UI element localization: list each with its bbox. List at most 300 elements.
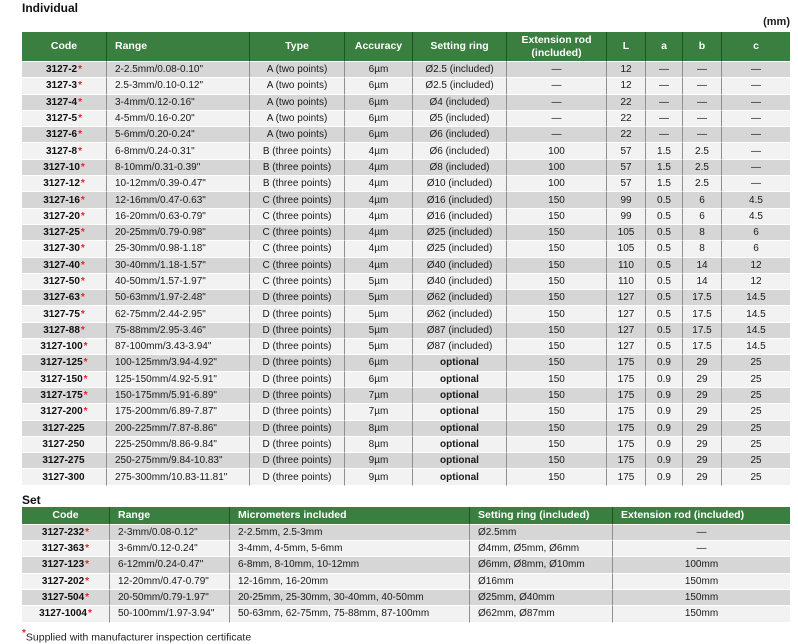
l-cell: 127 [607, 306, 646, 322]
c-cell: — [722, 143, 790, 159]
col-header-type: Type [250, 32, 345, 62]
certificate-asterisk: * [80, 161, 85, 173]
code-text: 3127-20 [43, 210, 80, 222]
accuracy-cell: 4µm [345, 258, 413, 274]
table-row [22, 290, 790, 306]
certificate-asterisk: * [83, 406, 88, 418]
setting-ring-cell: Ø25 (included) [413, 241, 507, 257]
table-row [22, 143, 790, 159]
a-cell: 0.5 [646, 339, 683, 355]
extension-rod-cell: 150 [507, 339, 607, 355]
a-cell: 1.5 [646, 176, 683, 192]
code-text: 3127-10 [43, 161, 80, 173]
b-cell: 17.5 [683, 306, 722, 322]
certificate-asterisk: * [85, 526, 90, 538]
setting-ring-cell: Ø25 (included) [413, 225, 507, 241]
micrometers-cell: 12-16mm, 16-20mm [230, 574, 470, 590]
l-cell: 110 [607, 258, 646, 274]
table-row [22, 421, 790, 437]
l-cell: 175 [607, 404, 646, 420]
c-cell: 25 [722, 388, 790, 404]
b-cell: — [683, 62, 722, 78]
table-row [22, 437, 790, 453]
setting-ring-cell: Ø62 (included) [413, 290, 507, 306]
table-row [22, 339, 790, 355]
l-cell: 175 [607, 437, 646, 453]
l-cell: 175 [607, 355, 646, 371]
accuracy-cell: 4µm [345, 209, 413, 225]
range-cell: 12-16mm/0.47-0.63" [107, 192, 250, 208]
table-row [22, 192, 790, 208]
table-row [22, 574, 790, 590]
code-cell [22, 372, 107, 388]
a-cell: — [646, 127, 683, 143]
c-cell: 25 [722, 421, 790, 437]
a-cell: 0.5 [646, 306, 683, 322]
code-text: 3127-275 [42, 455, 85, 467]
code-text: 3127-5 [45, 113, 78, 125]
l-cell: 57 [607, 143, 646, 159]
type-cell: D (three points) [250, 421, 345, 437]
col-header-b: b [683, 32, 722, 62]
c-cell: 25 [722, 355, 790, 371]
code-text: 3127-250 [42, 438, 85, 450]
type-cell: D (three points) [250, 290, 345, 306]
table-row [22, 241, 790, 257]
range-cell: 275-300mm/10.83-11.81" [107, 469, 250, 485]
extension-rod-cell: 150 [507, 372, 607, 388]
accuracy-cell: 4µm [345, 241, 413, 257]
type-cell: A (two points) [250, 62, 345, 78]
c-cell: 6 [722, 241, 790, 257]
extension-rod-cell: 150 [507, 241, 607, 257]
table-row [22, 95, 790, 111]
b-cell: 29 [683, 469, 722, 485]
type-cell: B (three points) [250, 143, 345, 159]
c-cell: 12 [722, 258, 790, 274]
code-cell [22, 241, 107, 257]
type-cell: D (three points) [250, 437, 345, 453]
extension-rod-cell: 150 [507, 453, 607, 469]
code-cell [22, 160, 107, 176]
b-cell: 29 [683, 404, 722, 420]
c-cell: 6 [722, 225, 790, 241]
accuracy-cell: 6µm [345, 111, 413, 127]
code-cell [22, 209, 107, 225]
setting-ring-cell: Ø2.5mm [470, 525, 613, 541]
range-cell: 87-100mm/3.43-3.94" [107, 339, 250, 355]
l-cell: 110 [607, 274, 646, 290]
range-cell: 4-5mm/0.16-0.20" [107, 111, 250, 127]
col-header-code: Code [22, 32, 107, 62]
individual-section-title: Individual [22, 1, 79, 15]
extension-rod-cell: — [507, 95, 607, 111]
b-cell: 17.5 [683, 339, 722, 355]
type-cell: D (three points) [250, 339, 345, 355]
b-cell: 8 [683, 241, 722, 257]
certificate-asterisk: * [80, 194, 85, 206]
range-cell: 10-12mm/0.39-0.47" [107, 176, 250, 192]
code-cell [22, 290, 107, 306]
table-row [22, 606, 790, 622]
code-cell [22, 339, 107, 355]
code-text: 3127-88 [43, 324, 80, 336]
setting-ring-cell: Ø87 (included) [413, 339, 507, 355]
range-cell: 100-125mm/3.94-4.92" [107, 355, 250, 371]
table-row [22, 372, 790, 388]
accuracy-cell: 4µm [345, 225, 413, 241]
code-text: 3127-4 [45, 96, 78, 108]
c-cell: 14.5 [722, 290, 790, 306]
extension-rod-cell: 150 [507, 421, 607, 437]
range-cell: 125-150mm/4.92-5.91" [107, 372, 250, 388]
c-cell: 25 [722, 404, 790, 420]
accuracy-cell: 6µm [345, 78, 413, 94]
code-text: 3127-25 [43, 227, 80, 239]
certificate-asterisk: * [78, 80, 83, 92]
b-cell: — [683, 95, 722, 111]
range-cell: 6-8mm/0.24-0.31" [107, 143, 250, 159]
a-cell: 0.9 [646, 355, 683, 371]
code-cell [22, 388, 107, 404]
b-cell: 6 [683, 209, 722, 225]
range-cell: 50-100mm/1.97-3.94" [110, 606, 230, 622]
range-cell: 200-225mm/7.87-8.86" [107, 421, 250, 437]
l-cell: 175 [607, 453, 646, 469]
a-cell: 0.9 [646, 453, 683, 469]
set-section-title: Set [22, 492, 41, 507]
accuracy-cell: 6µm [345, 127, 413, 143]
certificate-asterisk: * [78, 96, 83, 108]
setting-ring-cell: Ø25mm, Ø40mm [470, 590, 613, 606]
b-cell: 2.5 [683, 160, 722, 176]
c-cell: 4.5 [722, 209, 790, 225]
code-cell [22, 258, 107, 274]
accuracy-cell: 6µm [345, 355, 413, 371]
a-cell: 0.5 [646, 258, 683, 274]
l-cell: 175 [607, 372, 646, 388]
table-row [22, 274, 790, 290]
setting-ring-cell: optional [413, 453, 507, 469]
table-row [22, 453, 790, 469]
accuracy-cell: 6µm [345, 95, 413, 111]
setting-ring-cell: Ø2.5 (included) [413, 62, 507, 78]
code-text: 3127-75 [43, 308, 80, 320]
type-cell: D (three points) [250, 388, 345, 404]
set-table [22, 507, 790, 623]
table-row [22, 127, 790, 143]
l-cell: 175 [607, 388, 646, 404]
setting-ring-cell: Ø10 (included) [413, 176, 507, 192]
certificate-asterisk: * [80, 308, 85, 320]
c-cell: — [722, 111, 790, 127]
setting-ring-cell: optional [413, 469, 507, 485]
footnote [22, 627, 790, 641]
c-cell: — [722, 78, 790, 94]
type-cell: C (three points) [250, 209, 345, 225]
code-cell [22, 127, 107, 143]
setting-ring-cell: Ø6 (included) [413, 127, 507, 143]
range-cell: 225-250mm/8.86-9.84" [107, 437, 250, 453]
type-cell: C (three points) [250, 258, 345, 274]
certificate-asterisk: * [80, 276, 85, 287]
range-cell: 8-10mm/0.31-0.39" [107, 160, 250, 176]
b-cell: 29 [683, 372, 722, 388]
c-cell: 4.5 [722, 192, 790, 208]
a-cell: 0.5 [646, 241, 683, 257]
setting-ring-cell: Ø5 (included) [413, 111, 507, 127]
extension-rod-cell: 150mm [613, 606, 790, 622]
setting-ring-cell: optional [413, 404, 507, 420]
extension-rod-cell: 150 [507, 290, 607, 306]
range-cell: 250-275mm/9.84-10.83" [107, 453, 250, 469]
range-cell: 6-12mm/0.24-0.47" [110, 557, 230, 573]
table-row [22, 258, 790, 274]
b-cell: 14 [683, 274, 722, 290]
b-cell: — [683, 127, 722, 143]
setting-ring-cell: Ø6mm, Ø8mm, Ø10mm [470, 557, 613, 573]
range-cell: 2.5-3mm/0.10-0.12" [107, 78, 250, 94]
range-cell: 20-25mm/0.79-0.98" [107, 225, 250, 241]
b-cell: 29 [683, 388, 722, 404]
accuracy-cell: 8µm [345, 421, 413, 437]
code-text: 3127-3 [45, 80, 78, 92]
setting-ring-cell: optional [413, 421, 507, 437]
setting-ring-cell: Ø40 (included) [413, 274, 507, 290]
extension-rod-cell: 150 [507, 437, 607, 453]
l-cell: 127 [607, 323, 646, 339]
type-cell: D (three points) [250, 372, 345, 388]
range-cell: 3-6mm/0.12-0.24" [110, 541, 230, 557]
micrometers-cell: 6-8mm, 8-10mm, 10-12mm [230, 557, 470, 573]
individual-table [22, 32, 790, 486]
a-cell: 0.5 [646, 225, 683, 241]
b-cell: 14 [683, 258, 722, 274]
range-cell: 3-4mm/0.12-0.16" [107, 95, 250, 111]
range-cell: 20-50mm/0.79-1.97" [110, 590, 230, 606]
b-cell: 29 [683, 421, 722, 437]
code-cell [22, 78, 107, 94]
table-row [22, 306, 790, 322]
certificate-asterisk: * [80, 227, 85, 239]
accuracy-cell: 6µm [345, 62, 413, 78]
a-cell: 0.9 [646, 421, 683, 437]
b-cell: — [683, 78, 722, 94]
range-cell: 175-200mm/6.89-7.87" [107, 404, 250, 420]
b-cell: 17.5 [683, 323, 722, 339]
type-cell: B (three points) [250, 176, 345, 192]
c-cell: 12 [722, 274, 790, 290]
setting-ring-cell: Ø2.5 (included) [413, 78, 507, 94]
a-cell: — [646, 62, 683, 78]
range-cell: 2-2.5mm/0.08-0.10" [107, 62, 250, 78]
code-cell [22, 274, 107, 290]
setting-ring-cell: Ø16 (included) [413, 192, 507, 208]
l-cell: 22 [607, 95, 646, 111]
micrometers-cell: 2-2.5mm, 2.5-3mm [230, 525, 470, 541]
c-cell: 25 [722, 453, 790, 469]
l-cell: 57 [607, 160, 646, 176]
a-cell: — [646, 78, 683, 94]
range-cell: 50-63mm/1.97-2.48" [107, 290, 250, 306]
code-text: 3127-123 [41, 559, 85, 571]
b-cell: 29 [683, 355, 722, 371]
a-cell: 1.5 [646, 160, 683, 176]
setting-ring-cell: Ø16 (included) [413, 209, 507, 225]
certificate-asterisk: * [85, 592, 90, 604]
a-cell: 0.5 [646, 323, 683, 339]
extension-rod-cell: 150 [507, 388, 607, 404]
type-cell: C (three points) [250, 274, 345, 290]
c-cell: — [722, 62, 790, 78]
code-text: 3127-202 [41, 575, 85, 587]
extension-rod-cell: 100mm [613, 557, 790, 573]
extension-rod-cell: 150 [507, 209, 607, 225]
b-cell: 2.5 [683, 143, 722, 159]
setting-ring-cell: Ø8 (included) [413, 160, 507, 176]
accuracy-cell: 9µm [345, 469, 413, 485]
type-cell: A (two points) [250, 95, 345, 111]
setting-ring-cell: optional [413, 388, 507, 404]
extension-rod-cell: 150mm [613, 574, 790, 590]
certificate-asterisk: * [80, 243, 85, 255]
extension-rod-cell: 100 [507, 176, 607, 192]
accuracy-cell: 9µm [345, 453, 413, 469]
code-text: 3127-16 [43, 194, 80, 206]
set-header-row [22, 507, 790, 525]
l-cell: 22 [607, 111, 646, 127]
set-col-header-extension-rod: Extension rod (included) [613, 507, 790, 525]
c-cell: — [722, 160, 790, 176]
type-cell: A (two points) [250, 78, 345, 94]
type-cell: D (three points) [250, 404, 345, 420]
a-cell: 0.9 [646, 404, 683, 420]
set-col-header-code: Code [22, 507, 110, 525]
table-row [22, 557, 790, 573]
c-cell: 25 [722, 469, 790, 485]
extension-rod-cell: 150 [507, 274, 607, 290]
l-cell: 127 [607, 290, 646, 306]
a-cell: 0.9 [646, 437, 683, 453]
set-col-header-setting-ring: Setting ring (included) [470, 507, 613, 525]
range-cell: 150-175mm/5.91-6.89" [107, 388, 250, 404]
setting-ring-cell: optional [413, 355, 507, 371]
extension-rod-cell: 150 [507, 404, 607, 420]
type-cell: C (three points) [250, 241, 345, 257]
l-cell: 12 [607, 78, 646, 94]
l-cell: 175 [607, 421, 646, 437]
code-cell [22, 421, 107, 437]
code-cell [22, 323, 107, 339]
code-text: 3127-12 [43, 178, 80, 190]
table-row [22, 541, 790, 557]
b-cell: 6 [683, 192, 722, 208]
table-row [22, 388, 790, 404]
code-cell [22, 541, 110, 557]
accuracy-cell: 5µm [345, 290, 413, 306]
c-cell: 25 [722, 372, 790, 388]
code-cell [22, 557, 110, 573]
a-cell: — [646, 95, 683, 111]
code-text: 3127-63 [43, 292, 80, 304]
table-row [22, 160, 790, 176]
setting-ring-cell: Ø40 (included) [413, 258, 507, 274]
table-row [22, 62, 790, 78]
a-cell: 0.9 [646, 469, 683, 485]
type-cell: A (two points) [250, 111, 345, 127]
l-cell: 99 [607, 209, 646, 225]
type-cell: B (three points) [250, 160, 345, 176]
setting-ring-cell: Ø4mm, Ø5mm, Ø6mm [470, 541, 613, 557]
extension-rod-cell: — [507, 127, 607, 143]
b-cell: 29 [683, 437, 722, 453]
code-text: 3127-363 [41, 543, 85, 555]
code-text: 3127-50 [43, 276, 80, 287]
extension-rod-cell: 150mm [613, 590, 790, 606]
code-cell [22, 437, 107, 453]
setting-ring-cell: Ø87 (included) [413, 323, 507, 339]
set-col-header-micrometers: Micrometers included [230, 507, 470, 525]
certificate-asterisk: * [85, 575, 90, 587]
l-cell: 105 [607, 225, 646, 241]
a-cell: 0.9 [646, 372, 683, 388]
extension-rod-cell: — [613, 525, 790, 541]
col-header-L: L [607, 32, 646, 62]
l-cell: 22 [607, 127, 646, 143]
table-row [22, 323, 790, 339]
table-row [22, 404, 790, 420]
accuracy-cell: 4µm [345, 176, 413, 192]
col-header-a: a [646, 32, 683, 62]
certificate-asterisk: * [83, 390, 88, 402]
code-cell [22, 62, 107, 78]
type-cell: D (three points) [250, 453, 345, 469]
accuracy-cell: 8µm [345, 437, 413, 453]
code-cell [22, 176, 107, 192]
range-cell: 30-40mm/1.18-1.57" [107, 258, 250, 274]
range-cell: 25-30mm/0.98-1.18" [107, 241, 250, 257]
table-row [22, 525, 790, 541]
micrometers-cell: 50-63mm, 62-75mm, 75-88mm, 87-100mm [230, 606, 470, 622]
b-cell: 29 [683, 453, 722, 469]
certificate-asterisk: * [78, 129, 83, 141]
table-row [22, 78, 790, 94]
certificate-asterisk: * [83, 357, 88, 369]
code-text: 3127-300 [42, 471, 85, 483]
setting-ring-cell: optional [413, 372, 507, 388]
setting-ring-cell: Ø62mm, Ø87mm [470, 606, 613, 622]
extension-rod-cell: 150 [507, 469, 607, 485]
l-cell: 105 [607, 241, 646, 257]
extension-rod-cell: 100 [507, 143, 607, 159]
type-cell: D (three points) [250, 469, 345, 485]
set-col-header-range: Range [110, 507, 230, 525]
c-cell: 14.5 [722, 323, 790, 339]
c-cell: — [722, 95, 790, 111]
extension-rod-cell: 150 [507, 355, 607, 371]
code-cell [22, 306, 107, 322]
c-cell: 14.5 [722, 306, 790, 322]
l-cell: 12 [607, 62, 646, 78]
certificate-asterisk: * [80, 292, 85, 304]
code-cell [22, 469, 107, 485]
range-cell: 40-50mm/1.57-1.97" [107, 274, 250, 290]
code-text: 3127-6 [45, 129, 78, 141]
l-cell: 99 [607, 192, 646, 208]
code-cell [22, 453, 107, 469]
accuracy-cell: 5µm [345, 306, 413, 322]
extension-rod-cell: 100 [507, 160, 607, 176]
